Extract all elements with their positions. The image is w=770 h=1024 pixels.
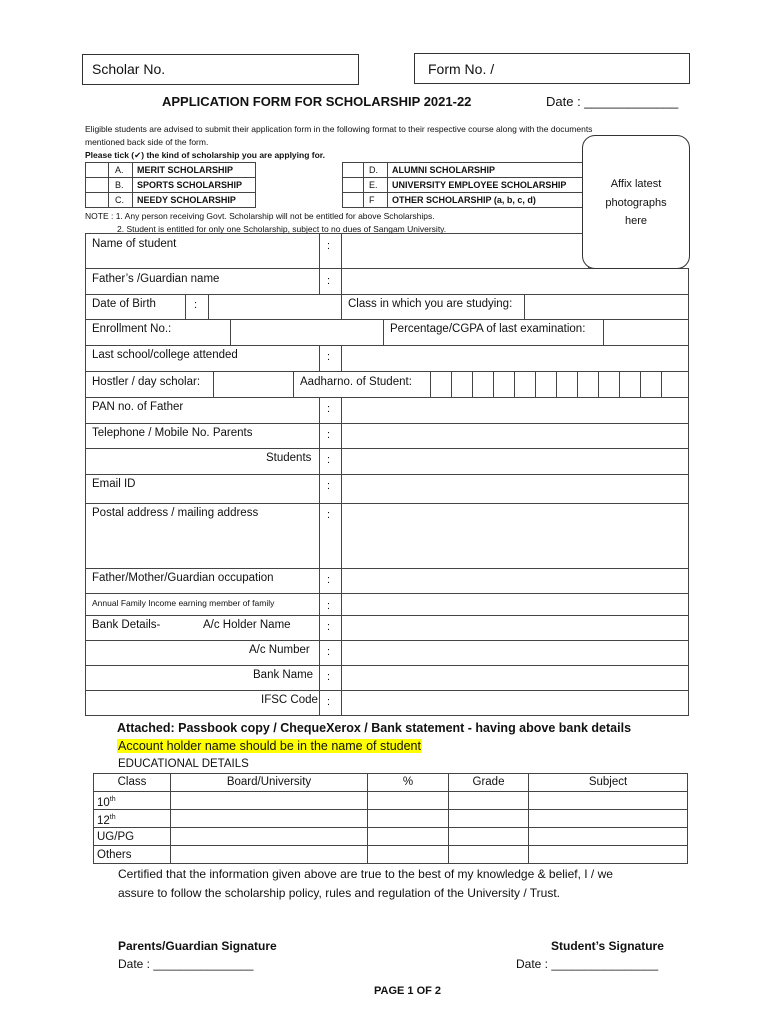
header-percent: % [402, 776, 414, 788]
dob-input[interactable] [208, 294, 342, 320]
colon: : [327, 646, 331, 658]
photo-line-3: here [624, 215, 648, 227]
aadhar-digit-5[interactable] [514, 371, 536, 398]
income-input[interactable] [341, 593, 689, 616]
merit-scholarship-label: MERIT SCHOLARSHIP [137, 165, 234, 175]
student-date[interactable]: Date : ________________ [516, 957, 659, 971]
colon-cell [319, 345, 342, 372]
header-board: Board/University [226, 776, 312, 788]
colon-cell [319, 448, 342, 475]
aadhar-digit-11[interactable] [640, 371, 662, 398]
sports-scholarship-label: SPORTS SCHOLARSHIP [137, 180, 243, 190]
colon: : [327, 621, 331, 633]
photo-line-1: Affix latest [610, 178, 662, 190]
colon-cell [319, 503, 342, 569]
board-input[interactable] [170, 827, 368, 846]
bank-details-label: Bank Details- [92, 619, 161, 631]
code-cell [363, 192, 388, 208]
ac-number-input[interactable] [341, 640, 689, 666]
subject-input[interactable] [528, 827, 688, 846]
class-others: Others [97, 849, 132, 861]
father-input[interactable] [341, 268, 689, 295]
class-base: 10 [97, 796, 110, 809]
colon-cell [319, 268, 342, 295]
form-title: APPLICATION FORM FOR SCHOLARSHIP 2021-22 [162, 94, 472, 109]
subject-input[interactable] [528, 845, 688, 864]
income-label: Annual Family Income earning member of family [92, 598, 275, 608]
occupation-input[interactable] [341, 568, 689, 594]
checkbox-sports[interactable] [85, 177, 109, 193]
colon-cell [319, 474, 342, 504]
class-sup: th [109, 796, 116, 803]
class-label: Class in which you are studying: [348, 298, 513, 310]
colon-cell [319, 397, 342, 424]
colon: : [327, 509, 331, 521]
father-label: Father’s /Guardian name [92, 273, 220, 285]
dob-label: Date of Birth [92, 298, 156, 310]
checkbox-needy[interactable] [85, 192, 109, 208]
checkbox-alumni[interactable] [342, 162, 364, 178]
grade-input[interactable] [448, 827, 529, 846]
class-10th [97, 796, 116, 809]
needy-scholarship-label: NEEDY SCHOLARSHIP [137, 195, 236, 205]
colon: : [327, 480, 331, 492]
hostler-input[interactable] [213, 371, 294, 398]
aadhar-digit-8[interactable] [577, 371, 599, 398]
aadhar-digit-3[interactable] [472, 371, 494, 398]
colon-cell [319, 615, 342, 641]
note-1: NOTE : 1. Any person receiving Govt. Scholarship will not be entitled for above Scholarships. [85, 211, 435, 221]
grade-input[interactable] [448, 845, 529, 864]
colon: : [327, 696, 331, 708]
holder-name-input[interactable] [341, 615, 689, 641]
enrollment-label: Enrollment No.: [92, 323, 172, 335]
attached-note: Attached: Passbook copy / ChequeXerox / Bank statement - having above bank details [117, 721, 632, 735]
aadhar-digit-9[interactable] [598, 371, 620, 398]
ifsc-label: IFSC Code [261, 694, 318, 706]
photo-box[interactable] [582, 135, 690, 269]
percent-input[interactable] [367, 791, 449, 810]
photo-line-2: photographs [605, 197, 667, 209]
subject-input[interactable] [528, 809, 688, 828]
aadhar-digit-7[interactable] [556, 371, 578, 398]
colon: : [194, 299, 198, 311]
aadhar-digit-6[interactable] [535, 371, 557, 398]
postal-label: Postal address / mailing address [92, 507, 259, 519]
tick-instruction: Please tick (✔) the kind of scholarship you are applying for. [85, 150, 325, 160]
form-no-label: Form No. / [428, 61, 495, 77]
parent-phone-input[interactable] [341, 423, 689, 449]
intro-line-2: mentioned back side of the form. [85, 137, 209, 147]
code-a: A. [115, 165, 124, 175]
pan-label: PAN no. of Father [92, 401, 184, 413]
header-class: Class [117, 776, 147, 788]
colon-cell [319, 640, 342, 666]
other-scholarship-label: OTHER SCHOLARSHIP (a, b, c, d) [392, 195, 536, 205]
note-2: 2. Student is entitled for only one Scholarship, subject to no dues of Sangam University. [117, 224, 447, 234]
colon: : [327, 574, 331, 586]
name-input[interactable] [341, 233, 589, 269]
ifsc-input[interactable] [341, 690, 689, 716]
telephone-label: Telephone / Mobile No. Parents [92, 427, 253, 439]
subject-input[interactable] [528, 791, 688, 810]
code-b: B. [115, 180, 124, 190]
name-label: Name of student [92, 238, 177, 250]
percentage-input[interactable] [603, 319, 689, 346]
class-input[interactable] [524, 294, 689, 320]
parent-date[interactable]: Date : _______________ [118, 957, 254, 971]
colon: : [327, 671, 331, 683]
colon-cell [319, 690, 342, 716]
certify-line-1: Certified that the information given above are true to the best of my knowledge & belief, I / we [118, 867, 613, 881]
aadhar-digit-12[interactable] [661, 371, 689, 398]
parent-signature-label: Parents/Guardian Signature [118, 939, 277, 953]
checkbox-employee[interactable] [342, 177, 364, 193]
hostler-label: Hostler / day scholar: [92, 376, 201, 388]
enrollment-input[interactable] [230, 319, 384, 346]
last-school-label: Last school/college attended [92, 349, 238, 361]
colon-cell [319, 423, 342, 449]
class-base: 12 [97, 814, 110, 827]
colon-cell [319, 593, 342, 616]
class-ugpg: UG/PG [97, 831, 135, 843]
aadhar-digit-4[interactable] [493, 371, 515, 398]
pan-input[interactable] [341, 397, 689, 424]
occupation-label: Father/Mother/Guardian occupation [92, 572, 274, 584]
education-heading: EDUCATIONAL DETAILS [118, 758, 249, 770]
colon: : [327, 429, 331, 441]
holder-name-label: A/c Holder Name [203, 619, 291, 631]
colon: : [327, 403, 331, 415]
colon-cell [319, 233, 342, 269]
certify-line-2: assure to follow the scholarship policy, rules and regulation of the University / Trust. [118, 886, 560, 900]
checkbox-merit[interactable] [85, 162, 109, 178]
email-input[interactable] [341, 474, 689, 504]
bank-name-label: Bank Name [253, 669, 314, 681]
colon-cell [319, 568, 342, 594]
code-f: F [369, 195, 375, 205]
students-label: Students [266, 452, 312, 464]
bank-name-input[interactable] [341, 665, 689, 691]
intro-line-1: Eligible students are advised to submit their application form in the following format to their respective course along with the documents [85, 124, 593, 134]
percentage-label: Percentage/CGPA of last examination: [390, 323, 586, 335]
header-date: Date : _____________ [546, 94, 679, 109]
colon: : [327, 600, 331, 612]
percent-input[interactable] [367, 809, 449, 828]
alumni-scholarship-label: ALUMNI SCHOLARSHIP [392, 165, 495, 175]
colon-cell [319, 665, 342, 691]
aadhar-label: Aadharno. of Student: [300, 376, 412, 388]
postal-input[interactable] [341, 503, 689, 569]
ac-number-label: A/c Number [249, 644, 310, 656]
code-e: E. [369, 180, 378, 190]
page-number: PAGE 1 OF 2 [374, 985, 442, 997]
board-input[interactable] [170, 791, 368, 810]
account-holder-note: Account holder name should be in the name of student [118, 739, 421, 753]
checkbox-other[interactable] [342, 192, 364, 208]
colon: : [327, 240, 331, 252]
header-subject: Subject [588, 776, 628, 788]
colon: : [327, 275, 331, 287]
aadhar-digit-10[interactable] [619, 371, 641, 398]
colon: : [327, 454, 331, 466]
board-input[interactable] [170, 845, 368, 864]
code-d: D. [369, 165, 378, 175]
header-grade: Grade [472, 776, 505, 788]
aadhar-digit-2[interactable] [451, 371, 473, 398]
email-label: Email ID [92, 478, 136, 490]
grade-input[interactable] [448, 809, 529, 828]
board-input[interactable] [170, 809, 368, 828]
grade-input[interactable] [448, 791, 529, 810]
percent-input[interactable] [367, 845, 449, 864]
aadhar-digit-1[interactable] [430, 371, 452, 398]
code-c: C. [115, 195, 124, 205]
scholar-no-label: Scholar No. [92, 61, 166, 77]
class-12th [97, 814, 116, 827]
colon: : [327, 351, 331, 363]
employee-scholarship-label: UNIVERSITY EMPLOYEE SCHOLARSHIP [392, 180, 567, 190]
student-signature-label: Student’s Signature [551, 939, 664, 953]
percent-input[interactable] [367, 827, 449, 846]
class-sup: th [109, 814, 116, 821]
student-phone-input[interactable] [341, 448, 689, 475]
last-school-input[interactable] [341, 345, 689, 372]
